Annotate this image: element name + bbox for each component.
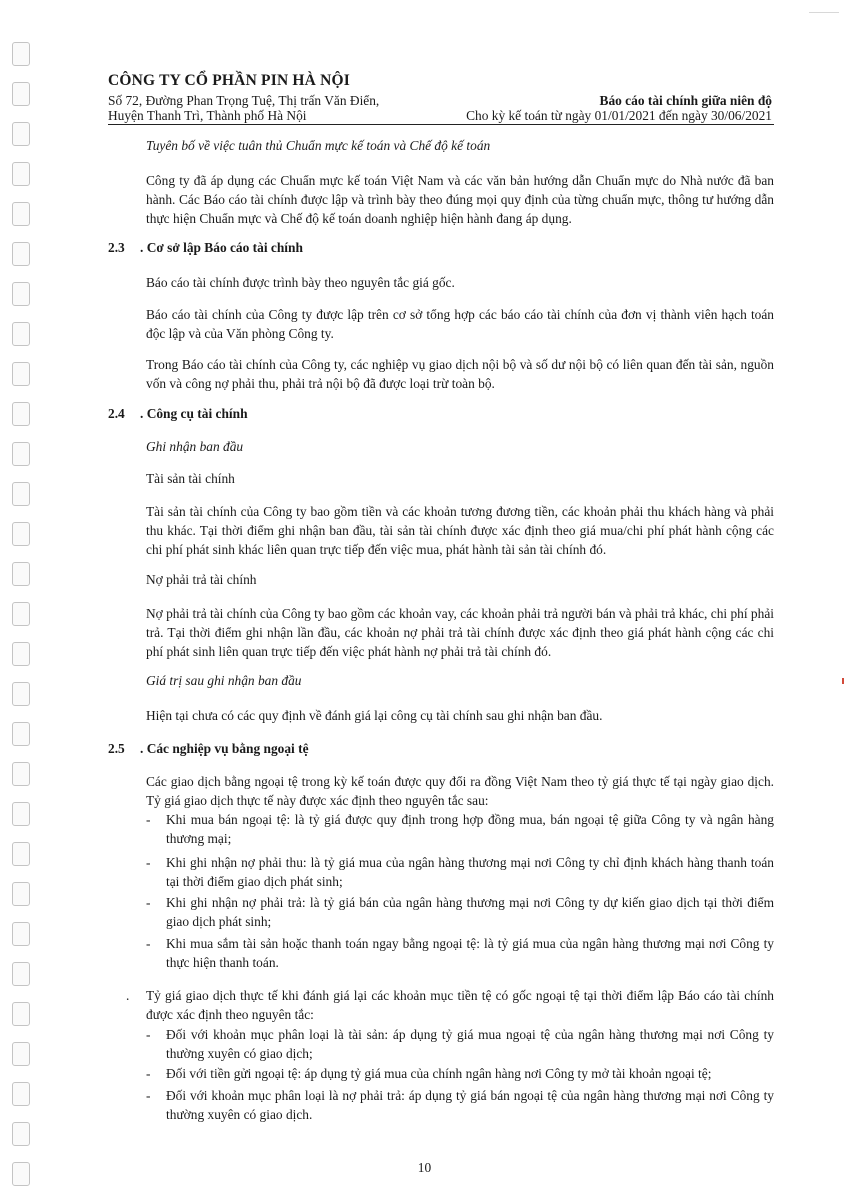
rate-bullet-4: Khi mua sắm tài sản hoặc thanh toán ngay bằng ngoại tệ: là tỷ giá mua của ngân hàng thương mại nơi Công ty thực hiện thanh toán. xyxy=(166,936,774,970)
company-name: CÔNG TY CỔ PHẦN PIN HÀ NỘI xyxy=(108,72,351,89)
compliance-text: Công ty đã áp dụng các Chuẩn mực kế toán Việt Nam và các văn bản hướng dẫn Chuẩn mực do Nhà nước đã ban hành. Các Báo cáo tài chính được lập và trình bày theo đúng mọi quy định của từng chuẩn mực, thông tư hướng dẫn thực hiện Chuẩn mực và Chế độ kế toán doanh nghiệp hiện hành đang áp dụng. xyxy=(146,173,774,226)
subsequent-measurement-heading: Giá trị sau ghi nhận ban đầu xyxy=(146,673,302,688)
rate-bullet-1: Khi mua bán ngoại tệ: là tỷ giá được quy định trong hợp đồng mua, bán ngoại tệ giữa Công ty và ngân hàng thương mại; xyxy=(166,812,774,846)
bullet-dash: - xyxy=(146,855,151,870)
basis-paragraph-2: Báo cáo tài chính của Công ty được lập trên cơ sở tổng hợp các báo cáo tài chính của đơn vị thành viên hạch toán độc lập và của Văn phòng Công ty. xyxy=(146,307,774,341)
address-line-2: Huyện Thanh Trì, Thành phố Hà Nội xyxy=(108,108,307,123)
financial-liabilities-text: Nợ phải trả tài chính của Công ty bao gồm các khoản vay, các khoản phải trả người bán và phải trả khác, chi phí phải trả. Tại thời điểm ghi nhận lần đầu, các khoản nợ phải trả tài chính được xác định theo giá phát hành cộng các chi phí phát sinh liên quan trực tiếp đến việc phát hành nợ phải trả tài chính đó. xyxy=(146,606,774,659)
rate-bullet-3: Khi ghi nhận nợ phải trả: là tỷ giá bán của ngân hàng thương mại nơi Công ty dự kiến giao dịch tại thời điểm giao dịch phát sinh; xyxy=(166,895,774,929)
bullet-dash: - xyxy=(146,812,151,827)
section-title-2-5: . Các nghiệp vụ bằng ngoại tệ xyxy=(140,741,309,756)
page-number: 10 xyxy=(417,1160,432,1175)
subsequent-measurement-text: Hiện tại chưa có các quy định về đánh giá lại công cụ tài chính sau ghi nhận ban đầu. xyxy=(146,708,603,723)
revaluation-intro: Tỷ giá giao dịch thực tế khi đánh giá lại các khoản mục tiền tệ có gốc ngoại tệ tại thời điểm lập Báo cáo tài chính được xác định theo nguyên tắc: xyxy=(146,988,774,1022)
address-line-1: Số 72, Đường Phan Trọng Tuệ, Thị trấn Văn Điển, xyxy=(108,93,380,108)
section-number-2-5: 2.5 xyxy=(108,741,125,756)
bullet-dash: - xyxy=(146,1027,151,1042)
financial-assets-heading: Tài sản tài chính xyxy=(146,471,235,486)
bullet-dash: - xyxy=(146,895,151,910)
bullet-dash: - xyxy=(146,1066,151,1081)
revaluation-bullet-3: Đối với khoản mục phân loại là nợ phải trả: áp dụng tỷ giá bán ngoại tệ của ngân hàng thương mại nơi Công ty thường xuyên có giao dịch. xyxy=(166,1088,774,1122)
revaluation-bullet-1: Đối với khoản mục phân loại là tài sản: áp dụng tỷ giá mua ngoại tệ của ngân hàng thương mại nơi Công ty thường xuyên có giao dịch; xyxy=(166,1027,774,1061)
compliance-heading: Tuyên bố về việc tuân thủ Chuẩn mực kế toán và Chế độ kế toán xyxy=(146,138,491,153)
financial-assets-text: Tài sản tài chính của Công ty bao gồm tiền và các khoản tương đương tiền, các khoản phải thu khách hàng và phải thu khác. Tại thời điểm ghi nhận ban đầu, tài sản tài chính được xác định theo giá mua/chi phí phát hành cộng các chi phí phát sinh khác liên quan trực tiếp đến việc mua, phát hành tài sản tài chính đó. xyxy=(146,504,774,557)
financial-liabilities-heading: Nợ phải trả tài chính xyxy=(146,572,257,587)
report-title: Báo cáo tài chính giữa niên độ xyxy=(599,93,772,108)
scan-mark xyxy=(809,12,839,13)
report-period: Cho kỳ kế toán từ ngày 01/01/2021 đến ngày 30/06/2021 xyxy=(466,108,772,123)
rate-bullet-2: Khi ghi nhận nợ phải thu: là tỷ giá mua của ngân hàng thương mại nơi Công ty chỉ định khách hàng thanh toán tại thời điểm giao dịch phát sinh; xyxy=(166,855,774,889)
section-title-2-4: . Công cụ tài chính xyxy=(140,406,248,421)
revaluation-bullet-2: Đối với tiền gửi ngoại tệ: áp dụng tỷ giá mua của chính ngân hàng nơi Công ty mở tài khoản ngoại tệ; xyxy=(166,1066,712,1081)
binding-holes xyxy=(12,20,34,1190)
header-rule xyxy=(108,124,774,125)
section-title-2-3: . Cơ sở lập Báo cáo tài chính xyxy=(140,240,303,255)
basis-paragraph-1: Báo cáo tài chính được trình bày theo nguyên tắc giá gốc. xyxy=(146,275,455,290)
margin-mark xyxy=(842,678,844,684)
bullet-dash: - xyxy=(146,1088,151,1103)
section-number-2-3: 2.3 xyxy=(108,240,125,255)
basis-paragraph-3: Trong Báo cáo tài chính của Công ty, các nghiệp vụ giao dịch nội bộ và số dư nội bộ có liên quan đến tài sản, nguồn vốn và công nợ phải thu, phải trả nội bộ đã được loại trừ toàn bộ. xyxy=(146,357,774,391)
stray-dot: . xyxy=(126,988,130,1003)
foreign-currency-intro: Các giao dịch bằng ngoại tệ trong kỳ kế toán được quy đổi ra đồng Việt Nam theo tỷ giá thực tế tại ngày giao dịch. Tỷ giá giao dịch thực tế này được xác định theo nguyên tắc sau: xyxy=(146,774,774,808)
section-number-2-4: 2.4 xyxy=(108,406,125,421)
initial-recognition-heading: Ghi nhận ban đầu xyxy=(146,439,244,454)
bullet-dash: - xyxy=(146,936,151,951)
